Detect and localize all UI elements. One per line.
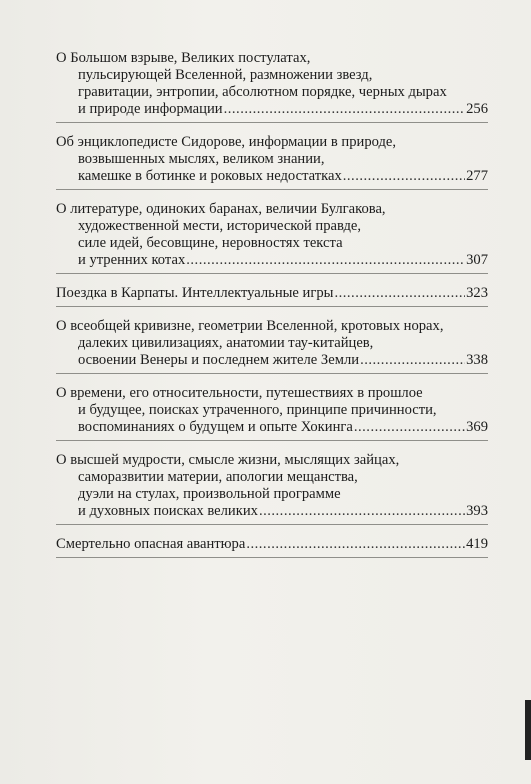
toc-entry-line: силе идей, бесовщине, неровностях текста [78,235,343,251]
toc-entry-line: и будущее, поисках утраченного, принципе причинности, [78,402,437,418]
toc-entry-line: пульсирующей Вселенной, размножении звезд, [78,67,373,83]
toc-entry[interactable] [56,283,488,307]
toc-entry[interactable] [56,450,488,525]
toc-entry-text: и духовных поисках великих [78,503,258,519]
toc-entry-line: возвышенных мыслях, великом знании, [78,151,325,167]
dot-leader [354,419,465,436]
toc-entry-line: О Большом взрыве, Великих постулатах, [56,50,311,66]
toc-entry-line: художественной мести, исторической правде, [78,218,362,234]
toc-entry-line [56,352,488,369]
toc-entry-line: О высшей мудрости, смысле жизни, мыслящих зайцах, [56,452,400,468]
dot-leader [224,101,466,118]
toc-entry-line [56,503,488,520]
table-of-contents [56,48,488,567]
toc-entry-text: освоении Венеры и последнем жителе Земли [78,352,360,368]
toc-entry-text: камешке в ботинке и роковых недостатках [78,168,342,184]
page-edge-mark [525,700,531,760]
toc-entry[interactable] [56,534,488,558]
toc-entry-line [56,101,488,118]
toc-entry-line: далеких цивилизациях, анатомии тау-китайцев, [78,335,374,351]
toc-page-number: 393 [466,503,488,519]
toc-entry-line: О литературе, одиноких баранах, величии Булгакова, [56,201,386,217]
toc-entry-line: О всеобщей кривизне, геометрии Вселенной, кротовых норах, [56,318,444,334]
dot-leader [343,168,465,185]
toc-entry[interactable] [56,316,488,374]
toc-page-number: 256 [466,101,488,117]
dot-leader [246,536,465,553]
toc-page-number: 323 [466,285,488,301]
toc-page-number: 277 [466,168,488,184]
toc-page-number: 307 [466,252,488,268]
toc-entry-line [56,285,488,302]
toc-entry[interactable] [56,48,488,123]
toc-entry-line: Об энциклопедисте Сидорове, информации в природе, [56,134,397,150]
toc-entry-text: и природе информации [78,101,223,117]
toc-page-number: 369 [466,419,488,435]
toc-entry-line: саморазвитии материи, апологии мещанства, [78,469,358,485]
toc-entry-line [56,419,488,436]
toc-entry-text: и утренних котах [78,252,186,268]
dot-leader [186,252,465,269]
toc-entry-text: Смертельно опасная авантюра [56,536,246,552]
toc-entry-line [56,252,488,269]
toc-entry-line: О времени, его относительности, путешествиях в прошлое [56,385,423,401]
toc-entry-line [56,168,488,185]
toc-entry-line [56,536,488,553]
dot-leader [360,352,465,369]
toc-page-number: 338 [466,352,488,368]
toc-entry[interactable] [56,199,488,274]
toc-entry[interactable] [56,132,488,190]
toc-entry-text: Поездка в Карпаты. Интеллектуальные игры [56,285,334,301]
toc-page-number: 419 [466,536,488,552]
toc-entry-text: воспоминаниях о будущем и опыте Хокинга [78,419,353,435]
toc-entry-line: дуэли на стулах, произвольной программе [78,486,341,502]
toc-entry-line: гравитации, энтропии, абсолютном порядке, черных дырах [78,84,447,100]
dot-leader [334,285,465,302]
dot-leader [259,503,465,520]
toc-entry[interactable] [56,383,488,441]
